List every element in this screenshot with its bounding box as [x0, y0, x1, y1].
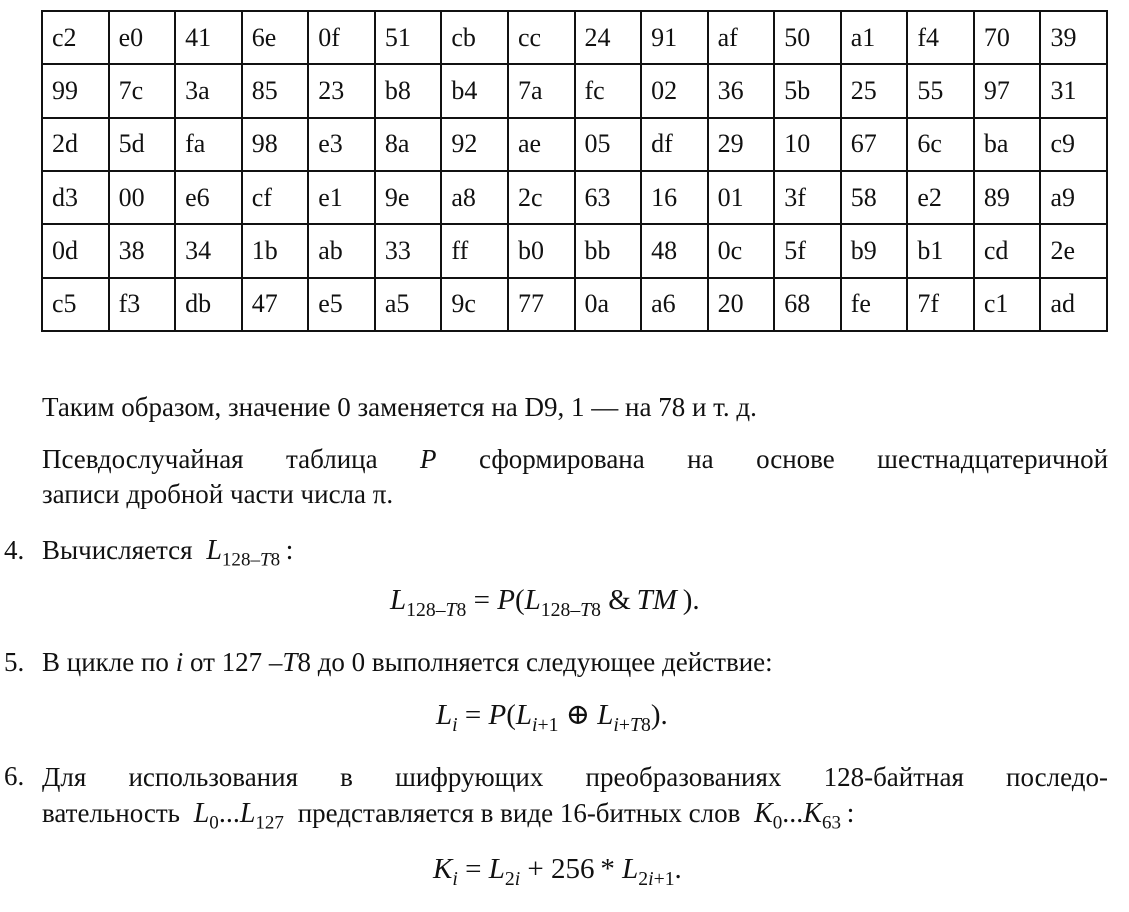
table-cell: df	[641, 118, 708, 171]
formula-item-6: $K_i = L_{2i} + 256 * L_{2i+1}$.	[433, 853, 682, 890]
table-cell: e5	[308, 278, 375, 331]
list-item-4-text: Вычисляется	[42, 535, 193, 565]
table-cell: 50	[774, 11, 841, 64]
table-cell: 67	[841, 118, 908, 171]
table-cell: 68	[774, 278, 841, 331]
table-cell: ff	[441, 224, 508, 277]
table-cell: 55	[907, 64, 974, 117]
table-cell: a1	[841, 11, 908, 64]
table-cell: 33	[375, 224, 442, 277]
table-cell: af	[708, 11, 775, 64]
table-cell: 98	[242, 118, 309, 171]
table-cell: e0	[109, 11, 176, 64]
table-cell: 36	[708, 64, 775, 117]
list-item-6-line1: Для использования в шифрующих преобразованиях 128-байтная последо-	[42, 762, 1108, 792]
table-cell: 92	[441, 118, 508, 171]
table-cell: 6c	[907, 118, 974, 171]
table-cell: f4	[907, 11, 974, 64]
table-cell: ae	[508, 118, 575, 171]
table-cell: e2	[907, 171, 974, 224]
paragraph-substitution-note	[42, 391, 757, 423]
table-cell: b4	[441, 64, 508, 117]
table-cell: 2e	[1040, 224, 1107, 277]
table-cell: e6	[175, 171, 242, 224]
formula-item-4: $L_{128-T8} = P(L_{128-T8}$ & TM ).	[390, 584, 700, 621]
table-row	[42, 118, 1107, 171]
table-cell: 5f	[774, 224, 841, 277]
table-cell: 77	[508, 278, 575, 331]
table-cell: bb	[575, 224, 642, 277]
table-cell: 6e	[242, 11, 309, 64]
list-item-6	[42, 759, 1108, 795]
list-item-5-text-b: от 127 –	[189, 647, 283, 677]
table-cell: ab	[308, 224, 375, 277]
table-cell: 48	[641, 224, 708, 277]
table-cell: 63	[575, 171, 642, 224]
table-cell: 58	[841, 171, 908, 224]
table-cell: 34	[175, 224, 242, 277]
table-row	[42, 224, 1107, 277]
table-cell: 05	[575, 118, 642, 171]
table-cell: 10	[774, 118, 841, 171]
table-cell: 7a	[508, 64, 575, 117]
table-cell: a8	[441, 171, 508, 224]
table-cell: b1	[907, 224, 974, 277]
table-cell: 2d	[42, 118, 109, 171]
list-item-5-text-c: до 0 выполняется следующее действие:	[317, 647, 773, 677]
table-cell: fe	[841, 278, 908, 331]
table-cell: 0f	[308, 11, 375, 64]
table-cell: 31	[1040, 64, 1107, 117]
paragraph-ptable-origin-line2	[42, 478, 393, 510]
table-cell: b0	[508, 224, 575, 277]
table-cell: 70	[974, 11, 1041, 64]
table-cell: 3a	[175, 64, 242, 117]
table-cell: b9	[841, 224, 908, 277]
table-cell: 25	[841, 64, 908, 117]
table-cell: 99	[42, 64, 109, 117]
table-cell: 9c	[441, 278, 508, 331]
table-cell: c9	[1040, 118, 1107, 171]
table-cell: 0a	[575, 278, 642, 331]
table-cell: b8	[375, 64, 442, 117]
table-cell: 23	[308, 64, 375, 117]
loop-variable-i: i	[175, 647, 184, 677]
table-cell: 16	[641, 171, 708, 224]
table-cell: db	[175, 278, 242, 331]
table-cell: 02	[641, 64, 708, 117]
table-cell: fc	[575, 64, 642, 117]
table-cell: 01	[708, 171, 775, 224]
table-cell: cf	[242, 171, 309, 224]
words-k0-k63: $K_0...K_{63}$ :	[754, 798, 855, 834]
table-cell: 51	[375, 11, 442, 64]
item5-t8: T	[282, 647, 298, 677]
ptable-origin-text-line2: записи дробной части числа π.	[42, 479, 394, 509]
sequence-l0-l127: $L_0...L_{127}$	[193, 798, 284, 834]
table-cell: cb	[441, 11, 508, 64]
table-cell: 29	[708, 118, 775, 171]
table-cell: c5	[42, 278, 109, 331]
table-cell: c2	[42, 11, 109, 64]
table-cell: e1	[308, 171, 375, 224]
table-cell: 5d	[109, 118, 176, 171]
table-cell: a5	[375, 278, 442, 331]
table-cell: 85	[242, 64, 309, 117]
table-cell: c1	[974, 278, 1041, 331]
list-number-5: 5.	[4, 647, 25, 677]
table-cell: 89	[974, 171, 1041, 224]
ptable-origin-text-a: Псевдослучайная таблица	[42, 444, 378, 474]
table-cell: 3f	[774, 171, 841, 224]
table-cell: fa	[175, 118, 242, 171]
table-cell: 20	[708, 278, 775, 331]
list-number-4: 4.	[4, 535, 25, 565]
table-row	[42, 171, 1107, 224]
table-cell: 24	[575, 11, 642, 64]
table-cell: 00	[109, 171, 176, 224]
table-cell: 39	[1040, 11, 1107, 64]
table-cell: 97	[974, 64, 1041, 117]
list-item-4	[4, 534, 294, 571]
table-cell: a6	[641, 278, 708, 331]
list-number-6: 6.	[4, 761, 25, 791]
table-cell: 41	[175, 11, 242, 64]
table-cell: 38	[109, 224, 176, 277]
table-cell: e3	[308, 118, 375, 171]
table-cell: 9e	[375, 171, 442, 224]
list-item-6-line2-text-b: представляется в виде 16-битных слов	[297, 798, 741, 828]
table-cell: 8a	[375, 118, 442, 171]
table-cell: f3	[109, 278, 176, 331]
list-item-6-line2-text-a: вательность	[42, 798, 180, 828]
table-cell: ad	[1040, 278, 1107, 331]
paragraph-substitution-text: Таким образом, значение 0 заменяется на D9, 1 — на 78 и т. д.	[42, 392, 757, 422]
table-cell: 7f	[907, 278, 974, 331]
substitution-table	[41, 10, 1108, 332]
list-item-6-line2-wrap	[42, 797, 855, 834]
ptable-variable-p: P	[420, 444, 437, 474]
table-cell: d3	[42, 171, 109, 224]
table-cell: 0c	[708, 224, 775, 277]
item4-inline-formula: $L_{128-T8}$ :	[206, 535, 294, 571]
table-cell: 7c	[109, 64, 176, 117]
list-item-5: 5. В цикле по i от 127 –T8 до 0 выполняется следующее действие:	[4, 647, 773, 677]
table-cell: 1b	[242, 224, 309, 277]
table-cell: ba	[974, 118, 1041, 171]
table-cell: 2c	[508, 171, 575, 224]
table-row	[42, 64, 1107, 117]
paragraph-ptable-origin	[42, 441, 1108, 477]
table-row	[42, 278, 1107, 331]
list-number-6-wrap	[4, 760, 42, 792]
table-cell: 47	[242, 278, 309, 331]
table-cell: cd	[974, 224, 1041, 277]
table-cell: 91	[641, 11, 708, 64]
table-cell: a9	[1040, 171, 1107, 224]
table-row	[42, 11, 1107, 64]
table-cell: 0d	[42, 224, 109, 277]
table-cell: cc	[508, 11, 575, 64]
list-item-5-text-a: В цикле по	[42, 647, 169, 677]
table-cell: 5b	[774, 64, 841, 117]
formula-item-5: $L_i = P(L_{i+1}$ ⊕ $L_{i+T8}$).	[436, 699, 668, 736]
substitution-table-body	[42, 11, 1107, 331]
ptable-origin-text-b: сформирована на основе шестнадцатеричной	[479, 444, 1109, 474]
